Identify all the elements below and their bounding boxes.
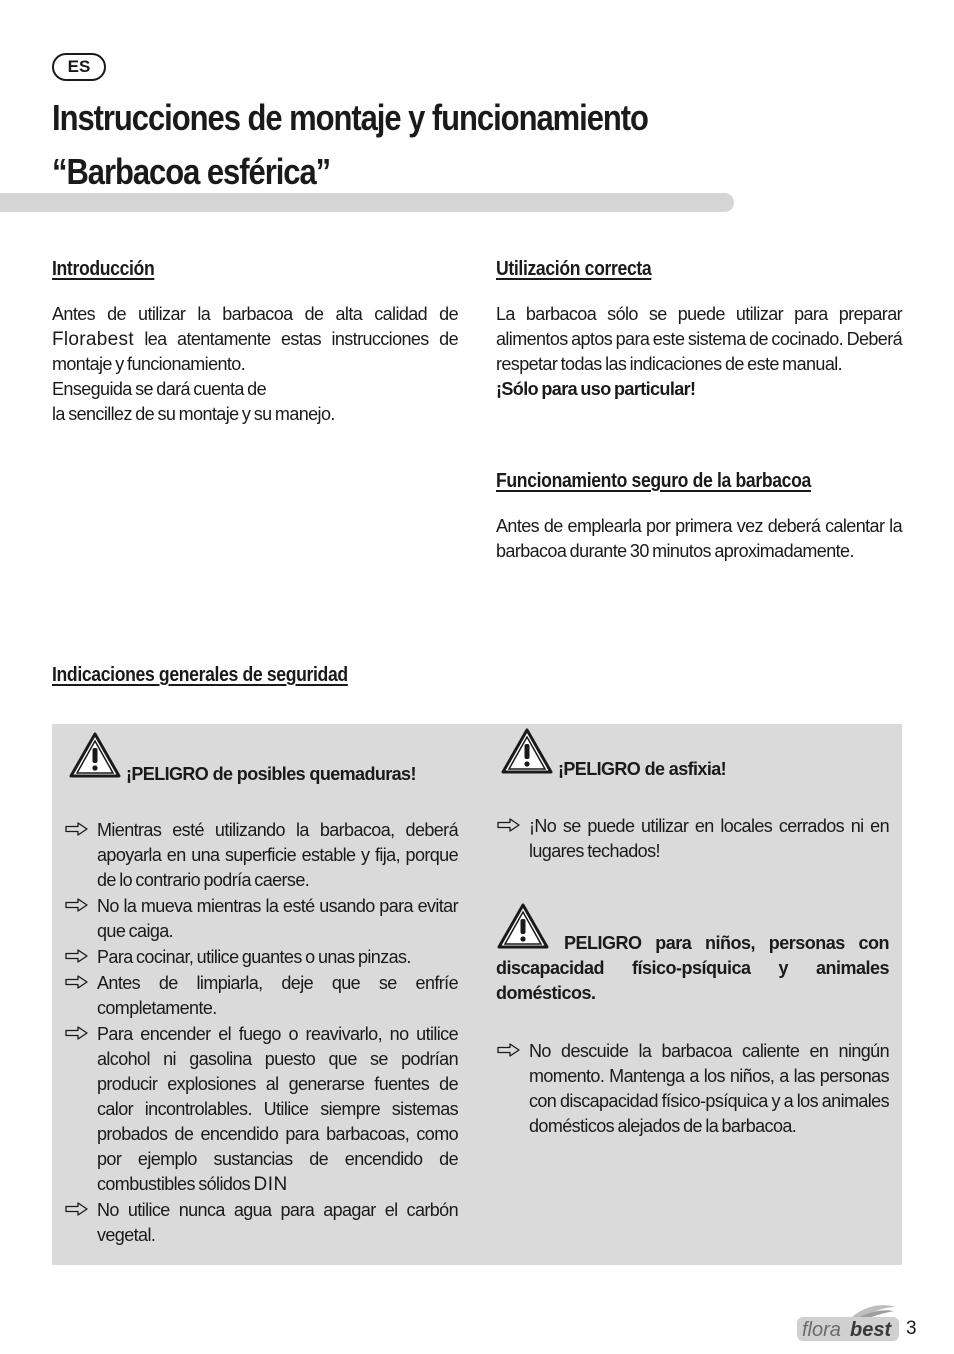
intro-line3: la sencillez de su montaje y su manejo. (52, 404, 335, 424)
arrow-right-outline-icon (65, 1026, 89, 1040)
list-item-text: Para encender el fuego o reavivarlo, no utilice alcohol ni gasolina puesto que se podrían producir explosiones al generarse fuentes de calor incontrolables. Utilice siempre sistemas probados de encendido para barbacoas, como por ejemplo sustancias de encendido de combustibles sólidos (97, 1024, 458, 1194)
arrow-right-outline-icon (497, 818, 521, 832)
intro-line2: Enseguida se dará cuenta de (52, 379, 266, 399)
warning-triangle-icon (500, 727, 554, 775)
intro-text-after-brand: lea atentamente estas instrucciones de montaje y funcionamiento. (52, 329, 458, 374)
list-item (52, 818, 458, 893)
list-item-text: No utilice nunca agua para apagar el carbón vegetal. (97, 1200, 458, 1245)
intro-text-before-brand: Antes de utilizar la barbacoa de alta calidad de (52, 304, 458, 324)
safety-heading: Indicaciones generales de seguridad (52, 664, 348, 686)
logo-text-best: best (850, 1319, 892, 1341)
children-warning-list (484, 1039, 889, 1140)
language-badge: ES (52, 53, 106, 81)
page-title-line2: “Barbacoa esférica” (52, 151, 331, 192)
burn-warning-title: ¡PELIGRO de posibles quemaduras! (126, 764, 416, 784)
din-label: DIN (253, 1174, 288, 1195)
safe-operation-text: Antes de emplearla por primera vez deberá calentar la barbacoa durante 30 minutos aproximadamente. (496, 516, 902, 561)
logo-text-flora: flora (802, 1319, 841, 1341)
list-item-text: Antes de limpiarla, deje que se enfríe completamente. (97, 973, 458, 1018)
page-title-line1: Instrucciones de montaje y funcionamiento (52, 97, 648, 138)
brand-name-inline: Florabest (52, 329, 134, 350)
list-item (52, 894, 458, 944)
arrow-right-outline-icon (65, 898, 89, 912)
correct-use-heading: Utilización correcta (496, 258, 652, 280)
intro-paragraph (52, 302, 458, 377)
list-item-text: Mientras esté utilizando la barbacoa, deberá apoyarla en una superficie estable y fija, porque de lo contrario podría caerse. (97, 820, 458, 890)
list-item (52, 945, 458, 970)
arrow-right-outline-icon (65, 949, 89, 963)
correct-use-emphasis: ¡Sólo para uso particular! (496, 379, 696, 399)
title-underline-bar (0, 193, 734, 212)
children-warning-title: PELIGRO para niños, personas con discapacidad físico-psíquica y animales domésticos. (496, 933, 889, 1003)
intro-section (52, 256, 458, 427)
intro-heading: Introducción (52, 258, 155, 280)
correct-use-text: La barbacoa sólo se puede utilizar para preparar alimentos aptos para este sistema de cocinado. Deberá respetar todas las indicaciones de este manual. (496, 304, 902, 374)
asphyxia-warning-list (484, 814, 889, 865)
arrow-right-outline-icon (65, 1202, 89, 1216)
safe-operation-heading: Funcionamiento seguro de la barbacoa (496, 470, 811, 492)
list-item (52, 971, 458, 1021)
warning-triangle-icon (68, 731, 122, 779)
list-item-text: No descuide la barbacoa caliente en ningún momento. Mantenga a los niños, a las personas con discapacidad físico-psíquica y a los animales domésticos alejados de la barbacoa. (529, 1041, 889, 1136)
list-item (484, 1039, 889, 1139)
arrow-right-outline-icon (497, 1043, 521, 1057)
list-item (484, 814, 889, 864)
arrow-right-outline-icon (65, 822, 89, 836)
asphyxia-warning-title: ¡PELIGRO de asfixia! (558, 759, 727, 779)
list-item-text: No la mueva mientras la esté usando para evitar que caiga. (97, 896, 458, 941)
correct-use-section (496, 256, 902, 402)
safe-operation-section (496, 468, 902, 564)
florabest-logo (796, 1303, 900, 1343)
list-item (52, 1198, 458, 1248)
list-item-text: Para cocinar, utilice guantes o unas pinzas. (97, 947, 411, 967)
page-number: 3 (906, 1318, 917, 1339)
arrow-right-outline-icon (65, 975, 89, 989)
burn-warning-list (52, 818, 458, 1249)
list-item (52, 1022, 458, 1197)
list-item-text: ¡No se puede utilizar en locales cerrados ni en lugares techados! (529, 816, 889, 861)
safety-heading-wrap (52, 662, 552, 688)
